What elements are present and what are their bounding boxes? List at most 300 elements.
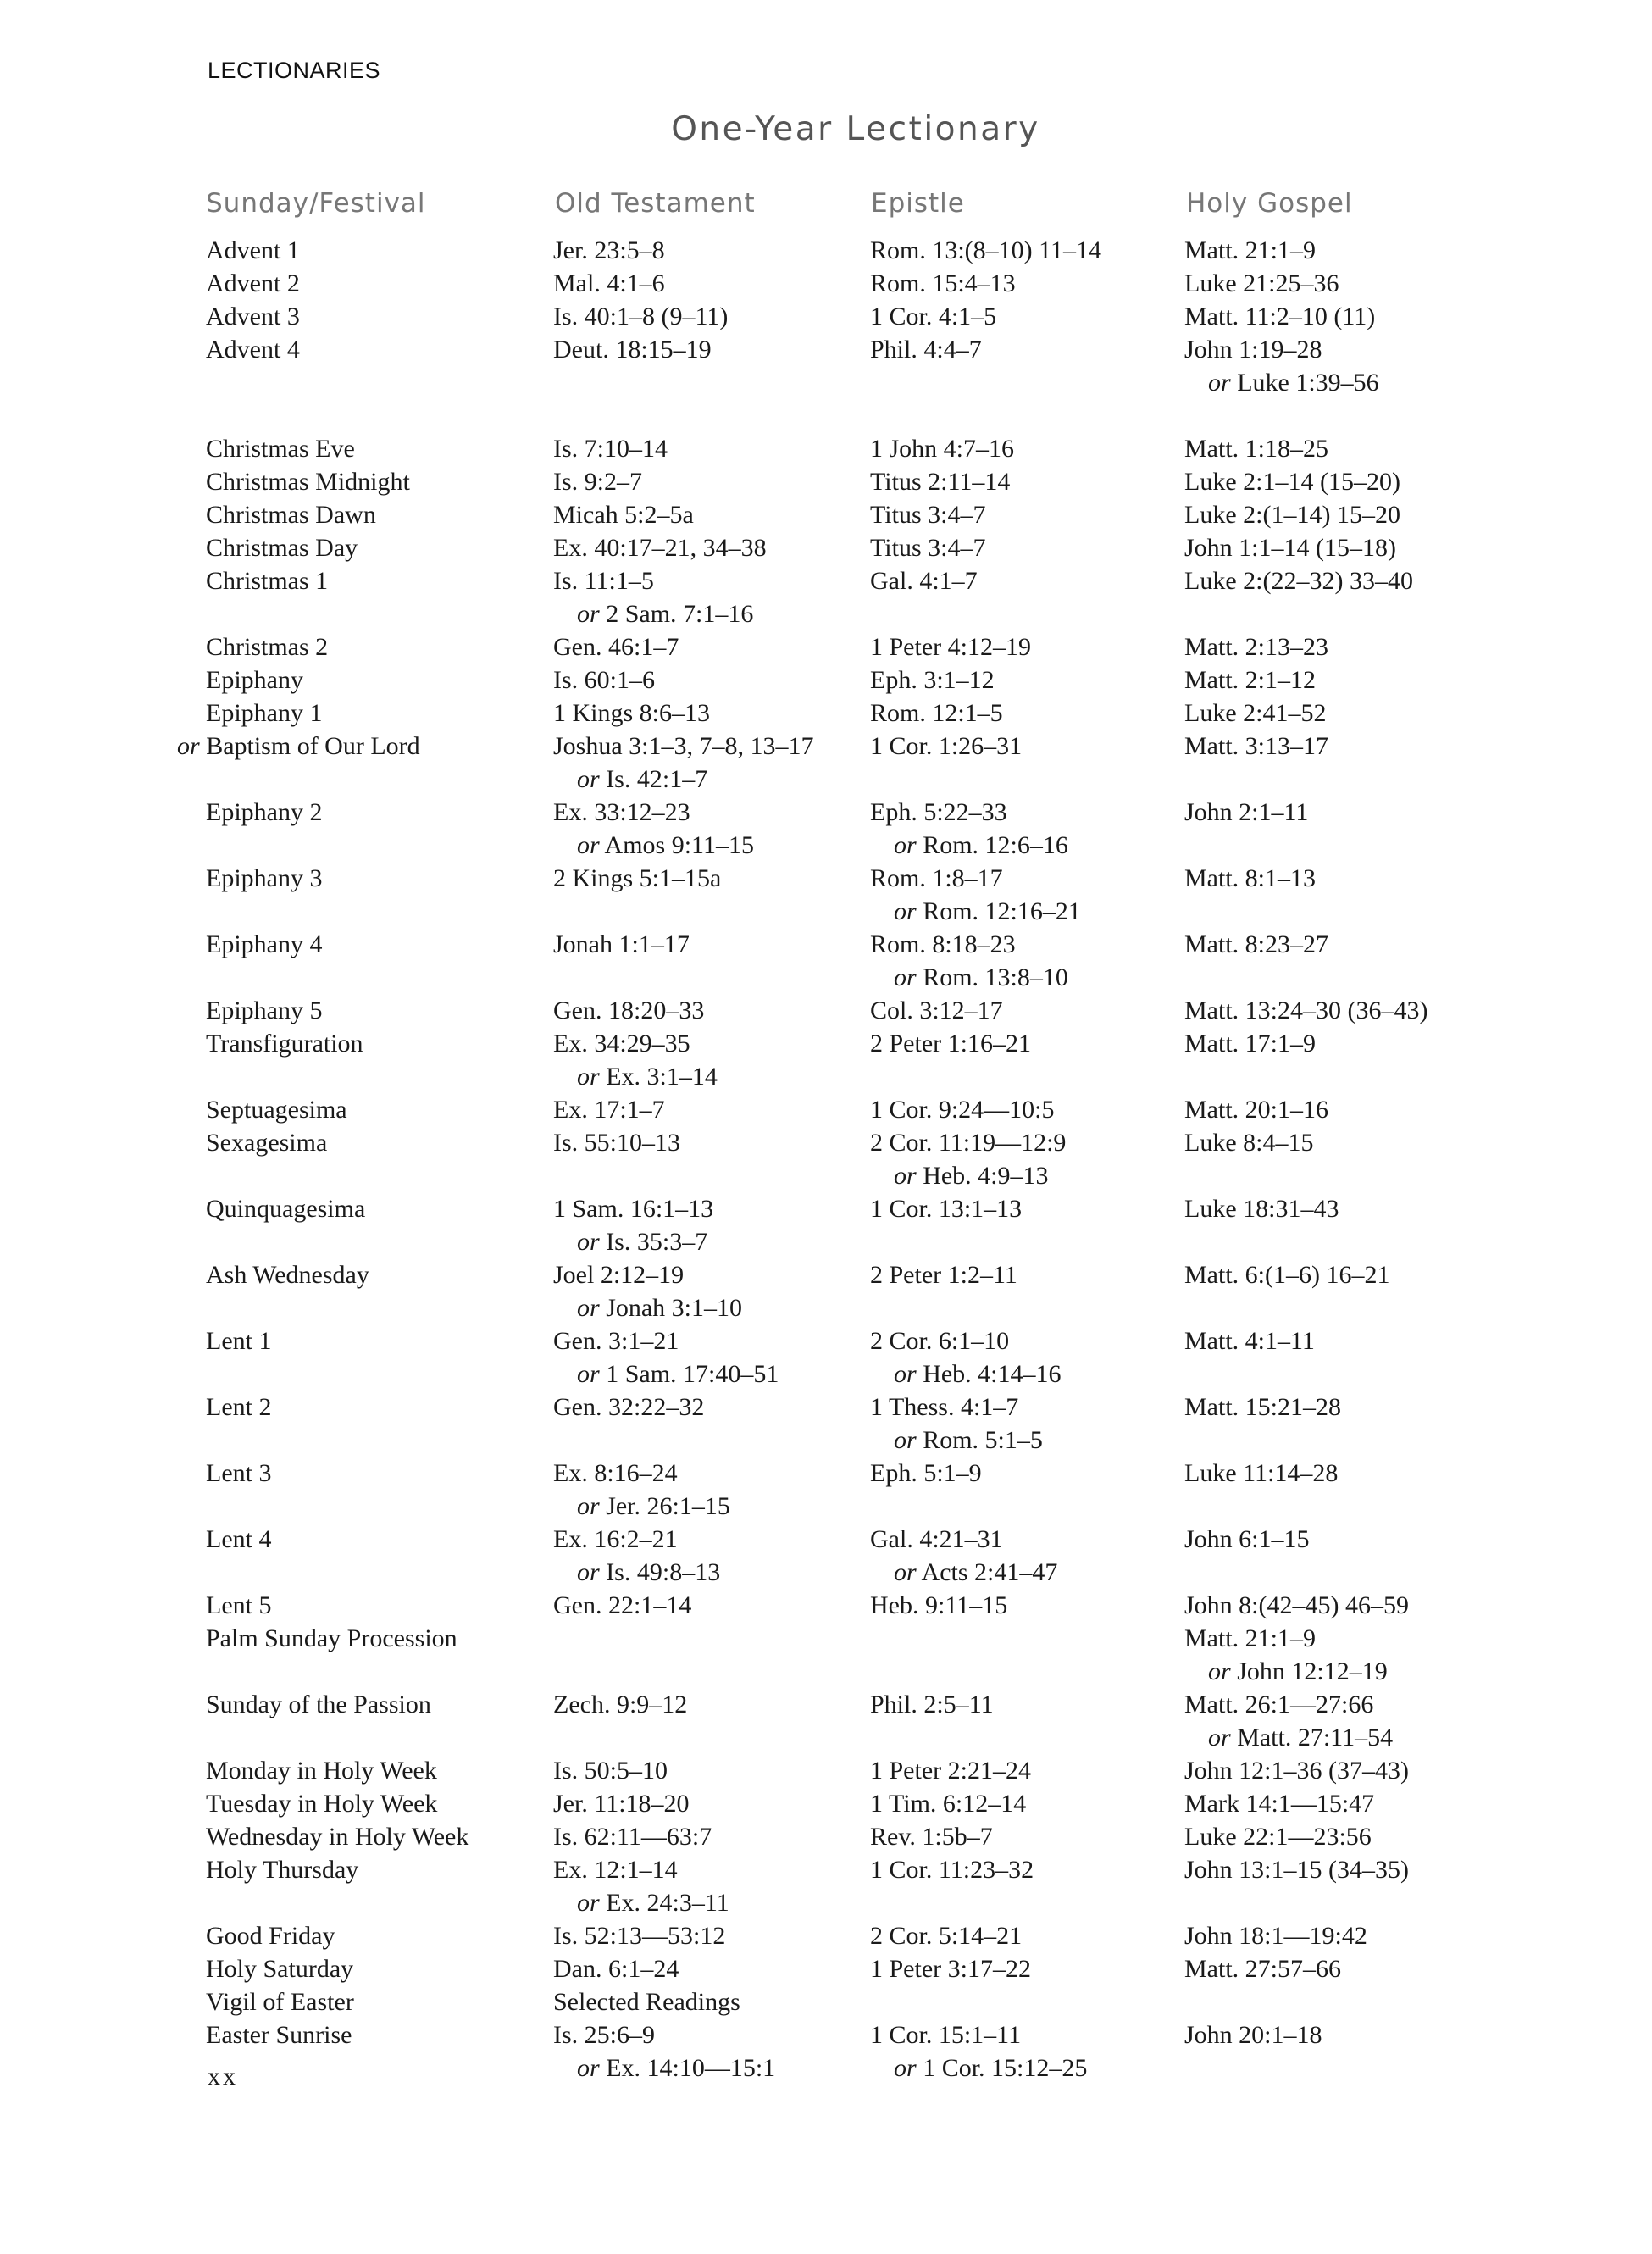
old-testament-cell — [553, 1820, 712, 1853]
epistle-cell — [870, 697, 1003, 730]
old-testament-cell-reading: Gen. 46:1–7 — [553, 633, 679, 661]
holy-gospel-cell — [1184, 432, 1328, 465]
or-connector: or — [894, 897, 917, 925]
old-testament-cell-reading: Joel 2:12–19 — [553, 1261, 685, 1289]
old-testament-cell-reading: Ex. 17:1–7 — [553, 1096, 665, 1124]
sunday-festival-cell-reading: Lent 1 — [206, 1327, 272, 1355]
old-testament-cell — [553, 1523, 720, 1589]
holy-gospel-cell — [1184, 1258, 1389, 1291]
holy-gospel-cell — [1184, 730, 1328, 763]
holy-gospel-cell-reading: Matt. 21:1–9 — [1184, 1624, 1316, 1652]
page-title: One-Year Lectionary — [671, 110, 1040, 148]
epistle-cell — [870, 994, 1003, 1027]
holy-gospel-cell — [1184, 796, 1308, 829]
epistle-cell-reading: 1 John 4:7–16 — [870, 435, 1015, 463]
sunday-festival-cell-reading: Holy Thursday — [206, 1856, 359, 1884]
old-testament-cell-alternate — [553, 1357, 779, 1391]
epistle-cell — [870, 300, 996, 333]
holy-gospel-cell-reading: Matt. 27:57–66 — [1184, 1955, 1341, 1983]
holy-gospel-cell — [1184, 1820, 1372, 1853]
holy-gospel-cell — [1184, 663, 1316, 697]
or-connector: or — [577, 2054, 600, 2082]
sunday-festival-cell-reading: Christmas 1 — [206, 567, 329, 595]
epistle-cell-reading: 2 Peter 1:16–21 — [870, 1030, 1031, 1058]
sunday-festival-cell-reading: Sexagesima — [206, 1129, 328, 1157]
epistle-cell — [870, 1093, 1055, 1126]
epistle-cell — [870, 267, 1016, 300]
old-testament-cell-alternate-reading: Is. 42:1–7 — [606, 765, 708, 793]
old-testament-cell — [553, 531, 767, 564]
holy-gospel-cell — [1184, 630, 1328, 663]
epistle-cell — [870, 1589, 1007, 1622]
sunday-festival-cell-reading: Christmas 2 — [206, 633, 329, 661]
epistle-cell-reading: Gal. 4:21–31 — [870, 1525, 1003, 1553]
old-testament-cell-reading: Ex. 34:29–35 — [553, 1030, 690, 1058]
old-testament-cell-reading: Is. 25:6–9 — [553, 2021, 655, 2049]
or-connector: or — [577, 600, 600, 628]
epistle-cell-reading: 2 Cor. 5:14–21 — [870, 1922, 1023, 1950]
sunday-festival-cell — [206, 1192, 365, 1225]
holy-gospel-cell — [1184, 928, 1328, 961]
holy-gospel-cell — [1184, 1324, 1315, 1357]
holy-gospel-cell — [1184, 697, 1326, 730]
epistle-cell — [870, 1126, 1066, 1192]
holy-gospel-cell-reading: Matt. 6:(1–6) 16–21 — [1184, 1261, 1390, 1289]
epistle-cell — [870, 1952, 1031, 1985]
epistle-cell-reading: Rom. 12:1–5 — [870, 699, 1003, 727]
holy-gospel-cell-alternate — [1184, 366, 1379, 399]
holy-gospel-cell — [1184, 267, 1339, 300]
old-testament-cell-reading: Selected Readings — [553, 1988, 740, 2016]
holy-gospel-cell-alternate — [1184, 1721, 1393, 1754]
epistle-cell — [870, 2018, 1087, 2085]
old-testament-cell — [553, 1391, 704, 1424]
epistle-cell — [870, 1258, 1017, 1291]
old-testament-cell — [553, 564, 753, 630]
epistle-cell-reading: Rom. 1:8–17 — [870, 864, 1003, 892]
table-row — [0, 465, 1652, 498]
old-testament-cell-alternate-reading: Ex. 3:1–14 — [606, 1063, 718, 1091]
table-row — [0, 1919, 1652, 1952]
holy-gospel-cell-reading: Luke 11:14–28 — [1184, 1459, 1339, 1487]
holy-gospel-cell-reading: Matt. 8:23–27 — [1184, 930, 1328, 958]
holy-gospel-cell-reading: Luke 21:25–36 — [1184, 269, 1339, 297]
table-row — [0, 928, 1652, 994]
or-connector: or — [894, 1558, 917, 1586]
epistle-cell — [870, 1027, 1031, 1060]
old-testament-cell — [553, 928, 690, 961]
sunday-festival-cell — [206, 1457, 271, 1490]
old-testament-cell — [553, 1324, 779, 1391]
sunday-festival-cell-reading: Epiphany 5 — [206, 997, 323, 1024]
old-testament-cell-alternate — [553, 763, 814, 796]
or-connector: or — [577, 1360, 600, 1388]
holy-gospel-cell — [1184, 1952, 1341, 1985]
holy-gospel-cell — [1184, 994, 1427, 1027]
old-testament-cell-reading: Micah 5:2–5a — [553, 501, 694, 529]
epistle-cell — [870, 432, 1014, 465]
old-testament-cell — [553, 1192, 713, 1258]
holy-gospel-cell-reading: Matt. 2:13–23 — [1184, 633, 1328, 661]
sunday-festival-cell — [206, 663, 303, 697]
table-row — [0, 531, 1652, 564]
old-testament-cell — [553, 300, 728, 333]
old-testament-cell-reading: Jonah 1:1–17 — [553, 930, 690, 958]
holy-gospel-cell — [1184, 465, 1400, 498]
epistle-cell-alternate-reading: Rom. 5:1–5 — [923, 1426, 1043, 1454]
old-testament-cell-reading: Is. 7:10–14 — [553, 435, 668, 463]
sunday-festival-cell-reading: Epiphany 1 — [206, 699, 323, 727]
table-row — [0, 1622, 1652, 1688]
old-testament-cell-alternate-reading: Is. 35:3–7 — [606, 1228, 708, 1256]
table-row — [0, 1820, 1652, 1853]
table-row — [0, 432, 1652, 465]
table-row — [0, 1985, 1652, 2018]
sunday-festival-cell — [206, 1853, 358, 1886]
header-epistle: Epistle — [871, 188, 965, 219]
holy-gospel-cell-reading: Matt. 2:1–12 — [1184, 666, 1316, 694]
table-row — [0, 1027, 1652, 1093]
sunday-festival-cell-reading: Easter Sunrise — [206, 2021, 352, 2049]
epistle-cell — [870, 1523, 1057, 1589]
table-row — [0, 1258, 1652, 1324]
old-testament-cell-reading: 1 Sam. 16:1–13 — [553, 1195, 714, 1223]
or-connector: or — [1208, 1657, 1231, 1685]
holy-gospel-cell-alternate — [1184, 1655, 1388, 1688]
epistle-cell-alternate — [870, 1357, 1062, 1391]
old-testament-cell — [553, 994, 704, 1027]
old-testament-cell — [553, 465, 642, 498]
or-connector: or — [577, 1889, 600, 1917]
old-testament-cell — [553, 498, 694, 531]
epistle-cell-reading: Phil. 2:5–11 — [870, 1690, 994, 1718]
sunday-festival-cell-reading: Transfiguration — [206, 1030, 363, 1058]
lectionary-table — [0, 234, 1652, 2085]
sunday-festival-cell — [206, 300, 300, 333]
holy-gospel-cell-reading: Matt. 8:1–13 — [1184, 864, 1316, 892]
sunday-festival-cell — [206, 2018, 352, 2051]
holy-gospel-cell — [1184, 1622, 1388, 1688]
running-head: LECTIONARIES — [208, 58, 381, 83]
holy-gospel-cell-reading: Luke 2:1–14 (15–20) — [1184, 468, 1400, 496]
epistle-cell-reading: Rev. 1:5b–7 — [870, 1823, 993, 1851]
old-testament-cell-alternate-reading: Ex. 24:3–11 — [606, 1889, 729, 1917]
table-row — [0, 234, 1652, 267]
old-testament-cell — [553, 1589, 691, 1622]
table-row — [0, 2018, 1652, 2085]
sunday-festival-cell-reading: Good Friday — [206, 1922, 335, 1950]
sunday-festival-cell — [206, 1787, 437, 1820]
old-testament-cell-alternate-reading: Is. 49:8–13 — [606, 1558, 721, 1586]
old-testament-cell — [553, 234, 665, 267]
epistle-cell-reading: Eph. 5:1–9 — [870, 1459, 982, 1487]
old-testament-cell — [553, 1093, 665, 1126]
table-row — [0, 564, 1652, 630]
epistle-cell — [870, 564, 978, 597]
holy-gospel-cell — [1184, 1787, 1374, 1820]
epistle-cell-reading: Rom. 15:4–13 — [870, 269, 1016, 297]
holy-gospel-cell — [1184, 1853, 1409, 1886]
sunday-festival-cell-reading: Quinquagesima — [206, 1195, 366, 1223]
epistle-cell-reading: 2 Peter 1:2–11 — [870, 1261, 1017, 1289]
sunday-festival-cell — [206, 1391, 271, 1424]
sunday-festival-cell — [177, 730, 420, 763]
holy-gospel-cell — [1184, 1457, 1338, 1490]
holy-gospel-cell-reading: Matt. 26:1—27:66 — [1184, 1690, 1374, 1718]
old-testament-cell-alternate — [553, 1291, 742, 1324]
epistle-cell-reading: Heb. 9:11–15 — [870, 1591, 1008, 1619]
epistle-cell-reading: 1 Peter 2:21–24 — [870, 1757, 1031, 1785]
sunday-festival-cell — [206, 1093, 347, 1126]
sunday-festival-cell — [206, 862, 322, 895]
or-connector: or — [577, 765, 600, 793]
old-testament-cell-alternate — [553, 1060, 718, 1093]
table-row — [0, 333, 1652, 399]
epistle-cell — [870, 1820, 993, 1853]
old-testament-cell-alternate-reading: 1 Sam. 17:40–51 — [606, 1360, 779, 1388]
old-testament-cell-alternate-reading: Ex. 14:10—15:1 — [606, 2054, 776, 2082]
old-testament-cell-reading: Ex. 40:17–21, 34–38 — [553, 534, 767, 562]
old-testament-cell-alternate — [553, 1886, 729, 1919]
or-connector: or — [894, 831, 917, 859]
sunday-festival-cell — [206, 333, 300, 366]
epistle-cell — [870, 1754, 1031, 1787]
epistle-cell-reading: Gal. 4:1–7 — [870, 567, 978, 595]
page-number: xx — [208, 2062, 238, 2090]
old-testament-cell — [553, 1952, 679, 1985]
table-row — [0, 730, 1652, 796]
holy-gospel-cell-reading: John 2:1–11 — [1184, 798, 1309, 826]
old-testament-cell-alternate — [553, 1225, 713, 1258]
epistle-cell — [870, 1457, 982, 1490]
epistle-cell-reading: 1 Cor. 9:24—10:5 — [870, 1096, 1055, 1124]
old-testament-cell-alternate — [553, 2051, 775, 2085]
old-testament-cell-reading: Gen. 32:22–32 — [553, 1393, 705, 1421]
sunday-festival-cell — [206, 234, 300, 267]
epistle-cell — [870, 333, 982, 366]
holy-gospel-cell-reading: Luke 18:31–43 — [1184, 1195, 1339, 1223]
holy-gospel-cell — [1184, 300, 1375, 333]
sunday-festival-cell — [206, 498, 376, 531]
holy-gospel-cell-reading: Matt. 20:1–16 — [1184, 1096, 1328, 1124]
sunday-festival-cell-reading: Holy Saturday — [206, 1955, 354, 1983]
table-row — [0, 300, 1652, 333]
or-connector: or — [894, 1426, 917, 1454]
sunday-festival-cell — [206, 564, 328, 597]
sunday-festival-cell — [206, 1027, 363, 1060]
sunday-festival-cell-reading: Christmas Dawn — [206, 501, 376, 529]
sunday-festival-cell-reading: Christmas Eve — [206, 435, 355, 463]
table-row — [0, 1093, 1652, 1126]
epistle-cell-alternate-reading: Acts 2:41–47 — [921, 1558, 1058, 1586]
holy-gospel-cell-reading: Luke 2:(1–14) 15–20 — [1184, 501, 1400, 529]
epistle-cell-alternate — [870, 1556, 1057, 1589]
epistle-cell-reading: Titus 3:4–7 — [870, 534, 986, 562]
sunday-festival-cell-reading: Sunday of the Passion — [206, 1690, 431, 1718]
sunday-festival-cell — [206, 928, 322, 961]
holy-gospel-cell — [1184, 498, 1400, 531]
or-connector: or — [894, 1360, 917, 1388]
holy-gospel-cell — [1184, 2018, 1322, 2051]
sunday-festival-cell-reading: Monday in Holy Week — [206, 1757, 437, 1785]
old-testament-cell-reading: Is. 52:13—53:12 — [553, 1922, 726, 1950]
epistle-cell-alternate-reading: 1 Cor. 15:12–25 — [923, 2054, 1088, 2082]
old-testament-cell-alternate-reading: Jer. 26:1–15 — [606, 1492, 730, 1520]
holy-gospel-cell-reading: Luke 8:4–15 — [1184, 1129, 1314, 1157]
table-row — [0, 267, 1652, 300]
sunday-festival-cell — [206, 630, 328, 663]
or-connector: or — [577, 831, 600, 859]
old-testament-cell-alternate — [553, 597, 753, 630]
old-testament-cell — [553, 1853, 729, 1919]
holy-gospel-cell-reading: John 13:1–15 (34–35) — [1184, 1856, 1409, 1884]
sunday-festival-cell-reading: Septuagesima — [206, 1096, 347, 1124]
old-testament-cell — [553, 796, 754, 862]
epistle-cell-reading: 1 Cor. 11:23–32 — [870, 1856, 1034, 1884]
sunday-festival-cell — [206, 994, 322, 1027]
holy-gospel-cell — [1184, 1688, 1393, 1754]
sunday-festival-cell — [206, 1523, 271, 1556]
epistle-cell-alternate — [870, 1159, 1066, 1192]
table-row — [0, 630, 1652, 663]
holy-gospel-cell-reading: Matt. 3:13–17 — [1184, 732, 1328, 760]
epistle-cell — [870, 498, 985, 531]
epistle-cell-reading: 1 Tim. 6:12–14 — [870, 1790, 1027, 1818]
holy-gospel-cell-reading: John 1:1–14 (15–18) — [1184, 534, 1396, 562]
old-testament-cell — [553, 432, 668, 465]
old-testament-cell-reading: Ex. 12:1–14 — [553, 1856, 678, 1884]
old-testament-cell-reading: Is. 11:1–5 — [553, 567, 654, 595]
old-testament-cell — [553, 333, 712, 366]
old-testament-cell-reading: Jer. 11:18–20 — [553, 1790, 690, 1818]
old-testament-cell — [553, 663, 655, 697]
epistle-cell-alternate — [870, 1424, 1043, 1457]
sunday-festival-cell-reading: Palm Sunday Procession — [206, 1624, 457, 1652]
or-connector: or — [577, 1063, 600, 1091]
old-testament-cell-alternate-reading: 2 Sam. 7:1–16 — [606, 600, 754, 628]
epistle-cell — [870, 1787, 1026, 1820]
sunday-festival-cell — [206, 1324, 271, 1357]
epistle-cell-alternate-reading: Rom. 13:8–10 — [923, 963, 1068, 991]
sunday-festival-cell-reading: Epiphany 4 — [206, 930, 323, 958]
epistle-cell-reading: 1 Cor. 15:1–11 — [870, 2021, 1022, 2049]
or-connector: or — [177, 732, 200, 760]
sunday-festival-cell-reading: Lent 3 — [206, 1459, 272, 1487]
sunday-festival-cell — [206, 1622, 457, 1655]
table-row — [0, 663, 1652, 697]
old-testament-cell — [553, 1754, 668, 1787]
or-connector: or — [894, 2054, 917, 2082]
old-testament-cell-reading: Zech. 9:9–12 — [553, 1690, 688, 1718]
holy-gospel-cell — [1184, 333, 1379, 399]
old-testament-cell-reading: Is. 60:1–6 — [553, 666, 655, 694]
holy-gospel-cell-reading: Luke 2:(22–32) 33–40 — [1184, 567, 1413, 595]
old-testament-cell-reading: Ex. 33:12–23 — [553, 798, 690, 826]
old-testament-cell-reading: 2 Kings 5:1–15a — [553, 864, 722, 892]
epistle-cell-reading: 1 Thess. 4:1–7 — [870, 1393, 1019, 1421]
or-connector: or — [1208, 1724, 1231, 1752]
sunday-festival-cell-reading: Advent 1 — [206, 236, 300, 264]
table-row — [0, 1688, 1652, 1754]
holy-gospel-cell-reading: Matt. 21:1–9 — [1184, 236, 1316, 264]
epistle-cell-reading: 1 Cor. 13:1–13 — [870, 1195, 1023, 1223]
or-connector: or — [577, 1492, 600, 1520]
old-testament-cell-reading: Mal. 4:1–6 — [553, 269, 665, 297]
sunday-festival-cell — [206, 1126, 327, 1159]
old-testament-cell-alternate — [553, 829, 754, 862]
holy-gospel-cell — [1184, 1027, 1316, 1060]
old-testament-cell-reading: Jer. 23:5–8 — [553, 236, 665, 264]
holy-gospel-cell-alternate-reading: Luke 1:39–56 — [1237, 369, 1379, 397]
old-testament-cell-alternate-reading: Jonah 3:1–10 — [606, 1294, 743, 1322]
sunday-festival-cell-reading: Lent 4 — [206, 1525, 272, 1553]
or-connector: or — [577, 1228, 600, 1256]
table-row — [0, 1523, 1652, 1589]
old-testament-cell-reading: Gen. 3:1–21 — [553, 1327, 679, 1355]
epistle-cell-alternate-reading: Heb. 4:9–13 — [923, 1162, 1049, 1190]
sunday-festival-cell-reading: Advent 3 — [206, 303, 300, 330]
holy-gospel-cell-reading: Luke 22:1—23:56 — [1184, 1823, 1372, 1851]
sunday-festival-cell — [206, 1820, 468, 1853]
old-testament-cell-reading: Ex. 16:2–21 — [553, 1525, 678, 1553]
holy-gospel-cell — [1184, 234, 1316, 267]
holy-gospel-cell-reading: Matt. 4:1–11 — [1184, 1327, 1315, 1355]
old-testament-cell — [553, 267, 665, 300]
old-testament-cell — [553, 697, 710, 730]
epistle-cell-reading: Rom. 13:(8–10) 11–14 — [870, 236, 1102, 264]
or-connector: or — [894, 1162, 917, 1190]
holy-gospel-cell — [1184, 1126, 1313, 1159]
sunday-festival-cell-reading: Christmas Midnight — [206, 468, 410, 496]
epistle-cell — [870, 465, 1010, 498]
old-testament-cell — [553, 2018, 775, 2085]
table-row — [0, 1754, 1652, 1787]
epistle-cell-reading: Titus 2:11–14 — [870, 468, 1011, 496]
holy-gospel-cell-alternate-reading: John 12:12–19 — [1237, 1657, 1388, 1685]
epistle-cell — [870, 234, 1101, 267]
epistle-cell-reading: Phil. 4:4–7 — [870, 336, 982, 364]
sunday-festival-cell-reading: Vigil of Easter — [206, 1988, 354, 2016]
table-row — [0, 1787, 1652, 1820]
sunday-festival-cell — [206, 432, 355, 465]
epistle-cell-alternate — [870, 895, 1081, 928]
table-row — [0, 498, 1652, 531]
epistle-cell-alternate-reading: Heb. 4:14–16 — [923, 1360, 1062, 1388]
sunday-festival-cell-reading: Wednesday in Holy Week — [206, 1823, 469, 1851]
old-testament-cell — [553, 1985, 740, 2018]
sunday-festival-cell-alternate-reading: Baptism of Our Lord — [206, 732, 420, 760]
epistle-cell — [870, 531, 985, 564]
old-testament-cell-alternate — [553, 1490, 730, 1523]
sunday-festival-cell-reading: Advent 2 — [206, 269, 300, 297]
holy-gospel-cell-reading: Matt. 13:24–30 (36–43) — [1184, 997, 1428, 1024]
table-row — [0, 862, 1652, 928]
epistle-cell-reading: 1 Peter 4:12–19 — [870, 633, 1031, 661]
holy-gospel-cell — [1184, 1754, 1409, 1787]
sunday-festival-cell-reading: Advent 4 — [206, 336, 300, 364]
old-testament-cell-reading: Is. 40:1–8 (9–11) — [553, 303, 729, 330]
sunday-festival-cell — [206, 1919, 335, 1952]
old-testament-cell-reading: Gen. 22:1–14 — [553, 1591, 692, 1619]
table-row — [0, 1126, 1652, 1192]
old-testament-cell — [553, 1787, 690, 1820]
sunday-festival-cell-reading: Tuesday in Holy Week — [206, 1790, 438, 1818]
epistle-cell-reading: Rom. 8:18–23 — [870, 930, 1016, 958]
epistle-cell-reading: 2 Cor. 6:1–10 — [870, 1327, 1010, 1355]
epistle-cell — [870, 663, 995, 697]
sunday-festival-cell — [206, 1754, 437, 1787]
or-connector: or — [894, 963, 917, 991]
